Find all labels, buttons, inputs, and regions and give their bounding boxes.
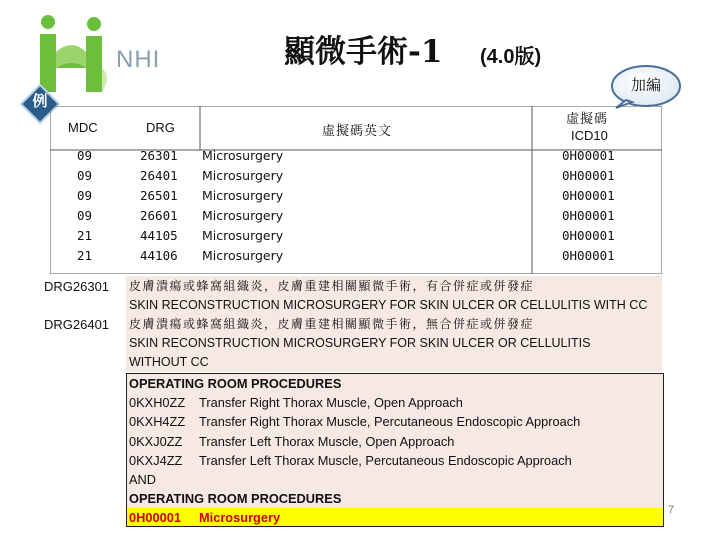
procedure-code: 0KXJ4ZZ	[129, 453, 183, 468]
header-code: 虛擬碼	[566, 112, 609, 127]
header-english: 虛擬碼英文	[322, 124, 393, 139]
badge-text: 加編	[630, 76, 661, 94]
desc-en: SKIN RECONSTRUCTION MICROSURGERY FOR SKIN ULCER OR CELLULITIS WITH CC	[129, 298, 648, 312]
procedure-desc: Transfer Right Thorax Muscle, Open Approach	[199, 395, 463, 410]
highlight-code: 0H00001	[129, 510, 181, 525]
desc-zh: 皮膚潰瘍或蜂窩組織炎，皮膚重建相關顯微手術，無合併症或併發症	[129, 317, 535, 331]
desc-zh: 皮膚潰瘍或蜂窩組織炎，皮膚重建相關顯微手術，有合併症或併發症	[129, 279, 535, 293]
procedure-heading: OPERATING ROOM PROCEDURES	[129, 376, 342, 391]
procedure-desc: Transfer Left Thorax Muscle, Open Approach	[199, 434, 455, 449]
procedure-item	[129, 432, 454, 451]
cell-drg: 26301	[140, 148, 178, 163]
desc-drg-label: DRG26401	[44, 317, 110, 332]
page-title: 顯微手術-1	[284, 34, 443, 70]
cell-code: 0H00001	[562, 208, 615, 223]
cell-mdc: 09	[77, 208, 93, 223]
procedure-code: 0KXJ0ZZ	[129, 434, 183, 449]
desc-drg-label: DRG26301	[44, 279, 110, 294]
cell-mdc: 21	[77, 228, 93, 243]
procedure-item	[129, 412, 580, 431]
page-title-version: (4.0版)	[480, 46, 542, 68]
cell-english: Microsurgery	[202, 228, 284, 243]
logo-text: NHI	[116, 46, 161, 73]
cell-mdc: 09	[77, 168, 93, 183]
cell-english: Microsurgery	[202, 248, 284, 263]
cell-english: Microsurgery	[202, 168, 284, 183]
cell-mdc: 21	[77, 248, 93, 263]
cell-drg: 26401	[140, 168, 178, 183]
highlight-item	[129, 508, 280, 527]
cell-code: 0H00001	[562, 168, 615, 183]
header-icd10: ICD10	[571, 128, 608, 143]
cell-english: Microsurgery	[202, 188, 284, 203]
cell-english: Microsurgery	[202, 208, 284, 223]
desc-en: SKIN RECONSTRUCTION MICROSURGERY FOR SKIN ULCER OR CELLULITIS	[129, 336, 591, 350]
procedure-heading: OPERATING ROOM PROCEDURES	[129, 491, 342, 506]
cell-mdc: 09	[77, 188, 93, 203]
cell-code: 0H00001	[562, 228, 615, 243]
cell-code: 0H00001	[562, 188, 615, 203]
cell-drg: 26601	[140, 208, 178, 223]
procedure-code: 0KXH4ZZ	[129, 414, 186, 429]
cell-drg: 44105	[140, 228, 178, 243]
cell-mdc: 09	[77, 148, 93, 163]
page-number: 7	[668, 504, 675, 516]
highlight-desc: Microsurgery	[199, 510, 281, 525]
procedure-item	[129, 451, 572, 470]
cell-drg: 44106	[140, 248, 178, 263]
procedure-code: 0KXH0ZZ	[129, 395, 186, 410]
procedure-and: AND	[129, 472, 157, 487]
procedure-desc: Transfer Right Thorax Muscle, Percutaneous Endoscopic Approach	[199, 414, 581, 429]
header-mdc: MDC	[68, 120, 98, 135]
cell-drg: 26501	[140, 188, 178, 203]
procedure-desc: Transfer Left Thorax Muscle, Percutaneous Endoscopic Approach	[199, 453, 572, 468]
cell-code: 0H00001	[562, 148, 615, 163]
cell-english: Microsurgery	[202, 148, 284, 163]
desc-en: WITHOUT CC	[129, 355, 209, 369]
example-label: 例	[32, 92, 48, 110]
header-drg: DRG	[146, 120, 175, 135]
procedure-item	[129, 393, 463, 412]
cell-code: 0H00001	[562, 248, 615, 263]
